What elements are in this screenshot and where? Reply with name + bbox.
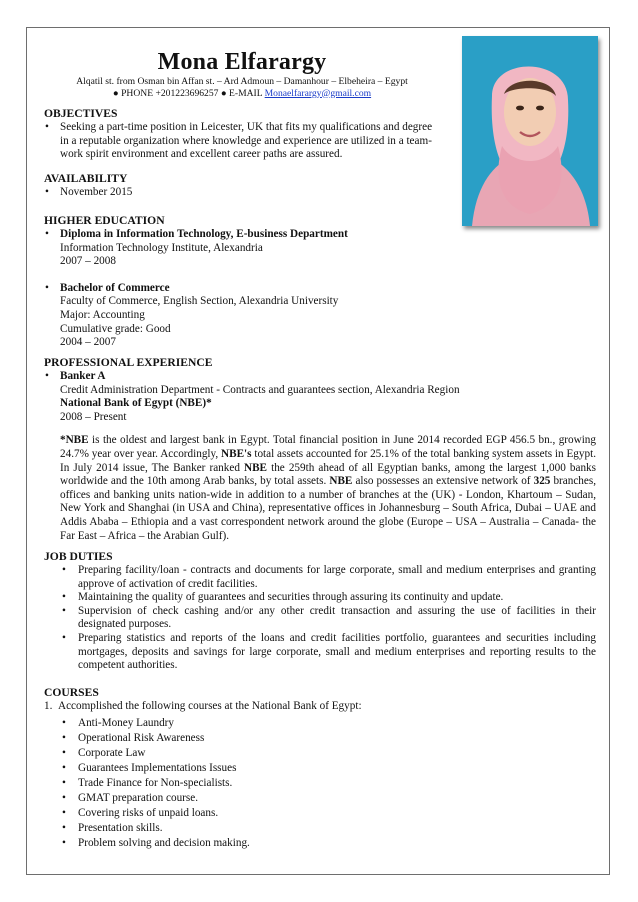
address-line: Alqatil st. from Osman bin Affan st. – Ard Admoun – Damanhour – Elbeheira – Egypt [76,76,408,87]
availability-item [44,186,604,200]
bullet-icon: • [62,821,66,834]
bullet-icon: • [62,604,66,617]
email-link[interactable]: Monaelfarargy@gmail.com [264,87,372,99]
bullet-icon: • [62,761,66,774]
education-heading: HIGHER EDUCATION [44,214,165,227]
course-item: • Guarantees Implementations Issues [62,761,237,774]
objectives-section [44,107,604,162]
bullet-icon: • [62,631,66,644]
bullet-icon: • [62,591,66,604]
education-line: Information Technology Institute, Alexandria [60,241,263,254]
nbe-description: *NBE is the oldest and largest bank in Egypt. Total financial position in June 2014 recorded EGP 456.5 bn., growing 24.7% year over year. Accordingly, NBE's total assets accounted for 25.1% of the total banking system assets in Egypt. In July 2014 issue, The Banker ranked NBE the 259th ahead of all Egyptian banks, among the largest 1,000 banks worldwide and the 10th among Arab banks, by total assets. NBE also possesses an extensive network of 325 branches, offices and banking units nation-wide in addition to a number of branches at the (UK) - London, Khartoum – Sudan, New York and Shanghai (in USA and China), representative offices in Johannesburg – South Africa, Dubai – UAE and Addis Ababa – Ethiopia and a vast correspondent network around the globe (Europe – USA – Australia – Canada- the Far East – Africa – the Arabian Gulf). [60,434,597,542]
duties-section [44,550,596,673]
bullet-icon: • [62,791,66,804]
objective-line-3: work spirit environment and excellent career paths are assured. [60,148,343,161]
objective-line-2: in a reputable organization where knowledge and experience are utilized in a team- [60,134,432,147]
course-item: • Covering risks of unpaid loans. [62,806,219,819]
bullet-icon: • [62,806,66,819]
phone-email-line [44,88,440,100]
experience-employer: National Bank of Egypt (NBE)* [60,397,212,410]
course-item: • GMAT preparation course. [62,791,199,804]
bullet-icon: • [62,564,66,576]
experience-department: Credit Administration Department - Contracts and guarantees section, Alexandria Region [60,383,460,396]
duties-heading: JOB DUTIES [44,550,113,563]
bullet-icon: • [45,121,49,133]
course-item: • Anti-Money Laundry [62,716,175,729]
education-item-bachelor [44,282,604,350]
bullet-icon: • [62,746,66,759]
courses-intro: 1. Accomplished the following courses at the National Bank of Egypt: [44,700,362,712]
duty-item: • Preparing facility/loan - contracts and documents for large corporate, small and medium enterprises and granting approve of activation of credit facilities. [62,564,596,590]
experience-heading: PROFESSIONAL EXPERIENCE [44,356,213,369]
bullet-icon: • [45,186,49,198]
course-item: • Corporate Law [62,746,146,759]
education-item-diploma [44,228,604,269]
experience-section [44,356,596,543]
education-degree: Bachelor of Commerce [60,281,170,294]
availability-heading: AVAILABILITY [44,172,128,185]
bullet-icon: • [45,228,49,240]
bullet-icon: • [45,281,49,294]
objectives-heading: OBJECTIVES [44,107,118,120]
availability-value: November 2015 [60,186,133,198]
education-section [44,214,604,350]
experience-period: 2008 – Present [60,410,127,423]
objective-item [44,121,456,162]
bullet-icon: • [62,836,66,849]
education-line: 2007 – 2008 [60,255,116,268]
duty-item: • Supervision of check cashing and/or any other credit transaction and assuring the use of facilities in their designated purposes. [62,604,596,631]
objective-line-1: Seeking a part-time position in Leicester, UK that fits my qualifications and degree [60,121,433,133]
course-item: • Presentation skills. [62,821,163,834]
bullet-icon: • [62,731,66,744]
courses-list [44,716,604,851]
courses-section [44,686,604,851]
experience-role: Banker A [60,370,106,382]
duty-item: • Preparing statistics and reports of the loans and credit facilities portfolio, guarantees and securities including mortgages, deposits and savings for large corporate, small and medium enterprises and reporting results to the competent authorities. [62,631,596,672]
list-number: 1. [44,700,53,712]
courses-heading: COURSES [44,686,99,699]
education-line: Faculty of Commerce, English Section, Alexandria University [60,295,339,308]
course-item: • Operational Risk Awareness [62,731,205,744]
education-degree: Diploma in Information Technology, E-business Department [60,228,348,240]
course-item: • Problem solving and decision making. [62,836,250,849]
contact-block [44,76,440,99]
candidate-name: Mona Elfarargy [157,49,327,75]
phone-text: ● PHONE +201223696257 ● E-MAIL [112,87,265,99]
education-line: Cumulative grade: Good [60,322,171,335]
course-item: • Trade Finance for Non-specialists. [62,776,233,789]
duty-item: • Maintaining the quality of guarantees and securities through assuring its continuity and update. [62,591,504,604]
bullet-icon: • [62,716,66,729]
education-line: Major: Accounting [60,308,145,321]
bullet-icon: • [45,370,49,382]
availability-section [44,172,604,200]
bullet-icon: • [62,776,66,789]
education-line: 2004 – 2007 [60,336,116,349]
experience-item [44,370,596,543]
